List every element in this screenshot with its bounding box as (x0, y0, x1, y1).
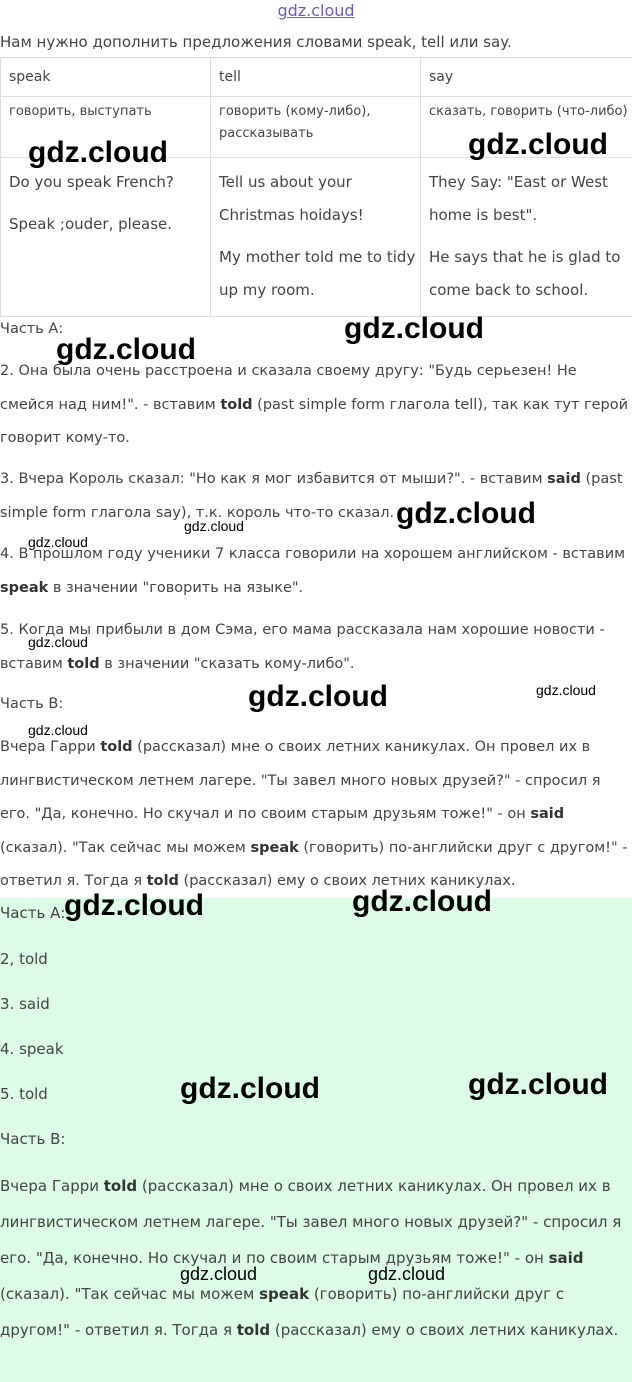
answer-word: speak (0, 579, 49, 596)
watermark: gdz.cloud (28, 136, 168, 169)
watermark: gdz.cloud (28, 534, 88, 550)
answer-word: told (236, 1321, 271, 1339)
example-text: Tell us about your Christmas hoidays! (219, 173, 364, 224)
answer-story-paragraph (0, 1168, 632, 1348)
answer-word: told (146, 873, 179, 889)
explanation-text: (past simple form глагола tell), так как тут герой говорит кому-то. (0, 396, 629, 446)
watermark: gdz.cloud (56, 333, 196, 366)
example-text: My mother told me to tidy up my room. (219, 248, 416, 299)
story-text: (говорить) по-английски друг с другом!" - ответил я. Тогда я (0, 1285, 565, 1339)
explanation-text: 2. Она была очень расстроена и сказала своему другу: "Будь серьезен! Не смейся над ним!". - вставим (0, 363, 577, 413)
header-speak: speak (1, 58, 211, 97)
answer-word: said (547, 471, 581, 487)
answer-item: 3. said (0, 995, 50, 1013)
answer-word: said (548, 1249, 584, 1267)
watermark: gdz.cloud (248, 680, 388, 713)
explanation-3 (0, 463, 632, 530)
translation-say: сказать, говорить (что-либо) (421, 97, 632, 158)
watermark: gdz.cloud (180, 1072, 320, 1105)
explanation-text: (past simple form глагола say), т.к. король что-то сказал. (0, 471, 623, 521)
header-tell: tell (211, 58, 421, 97)
explanation-text: 4. В прошлом году ученики 7 класса говорили на хорошем английском - вставим (0, 546, 626, 562)
story-text: Вчера Гарри (0, 739, 101, 755)
example-text: Do you speak French? (9, 173, 174, 191)
story-text: (рассказал) мне о своих летних каникулах. Он провел их в лингвистическом летнем лагере. "Ты завел много новых друзей?" - спросил я его. "Да, конечно. Но скучал и по своим старым друзьям тоже!" - он (0, 739, 601, 822)
example-text: He says that he is glad to come back to school. (429, 248, 621, 299)
header-say: say (421, 58, 632, 97)
translation-speak: говорить, выступать (1, 97, 211, 158)
answer-word: told (103, 1177, 138, 1195)
part-a-heading: Часть А: (0, 321, 64, 337)
part-b-heading: Часть В: (0, 696, 64, 712)
answer-word: told (67, 655, 100, 672)
watermark: gdz.cloud (64, 889, 204, 922)
answer-part-a-heading: Часть А: (0, 904, 66, 922)
explanation-text: в значении "говорить на языке". (48, 579, 304, 596)
watermark: gdz.cloud (28, 634, 88, 650)
answer-item: 4. speak (0, 1040, 64, 1058)
vocab-table (0, 57, 632, 317)
watermark: gdz.cloud (396, 497, 536, 530)
answer-word: speak (259, 1285, 310, 1303)
watermark: gdz.cloud (536, 682, 596, 698)
example-row (1, 158, 632, 317)
story-text: (сказал). "Так сейчас мы можем (0, 1285, 260, 1303)
watermark: gdz.cloud (28, 722, 88, 738)
answer-item: 2, told (0, 950, 48, 968)
watermark: gdz.cloud (368, 1264, 446, 1284)
watermark: gdz.cloud (180, 1264, 258, 1284)
example-text: They Say: "East or West home is best". (429, 173, 608, 224)
watermark: gdz.cloud (344, 312, 484, 345)
examples-speak (1, 158, 211, 317)
explanation-4 (0, 538, 632, 605)
translation-tell: говорить (кому-либо), рассказывать (211, 97, 421, 158)
examples-say (421, 158, 632, 317)
answer-word: told (220, 396, 253, 413)
story-text: (рассказал) ему о своих летних каникулах. (178, 873, 516, 889)
site-header-link[interactable]: gdz.cloud (277, 1, 355, 20)
explanation-5 (0, 614, 632, 681)
watermark: gdz.cloud (468, 128, 608, 161)
story-text: (сказал). "Так сейчас мы можем (0, 839, 251, 856)
examples-tell (211, 158, 421, 317)
story-paragraph (0, 731, 632, 899)
explanation-text: 5. Когда мы прибыли в дом Сэма, его мама рассказала нам хорошие новости - вставим (0, 622, 605, 672)
example-text: Speak ;ouder, please. (9, 215, 173, 233)
answer-word: speak (250, 839, 299, 856)
table-header-row (1, 58, 632, 97)
story-text: Вчера Гарри (0, 1177, 104, 1195)
watermark: gdz.cloud (352, 885, 492, 918)
story-text: (рассказал) мне о своих летних каникулах. Он провел их в лингвистическом летнем лагере. "Ты завел много новых друзей?" - спросил я его. "Да, конечно. Но скучал и по своим старым друзьям тоже!" - он (0, 1177, 622, 1267)
answer-part-b-heading: Часть В: (0, 1130, 66, 1148)
answer-item: 5. told (0, 1085, 48, 1103)
answer-word: said (530, 806, 565, 822)
story-text: (рассказал) ему о своих летних каникулах. (270, 1321, 619, 1339)
watermark: gdz.cloud (184, 518, 244, 534)
explanation-text: 3. Вчера Король сказал: "Но как я мог избавится от мыши?". - вставим (0, 471, 548, 487)
explanation-2 (0, 355, 632, 456)
watermark: gdz.cloud (468, 1068, 608, 1101)
explanation-text: в значении "сказать кому-либо". (99, 655, 355, 672)
answer-word: told (100, 739, 133, 755)
intro-text: Нам нужно дополнить предложения словами speak, tell или say. (0, 33, 512, 51)
story-text: (говорить) по-английски друг с другом!" - ответил я. Тогда я (0, 839, 628, 889)
